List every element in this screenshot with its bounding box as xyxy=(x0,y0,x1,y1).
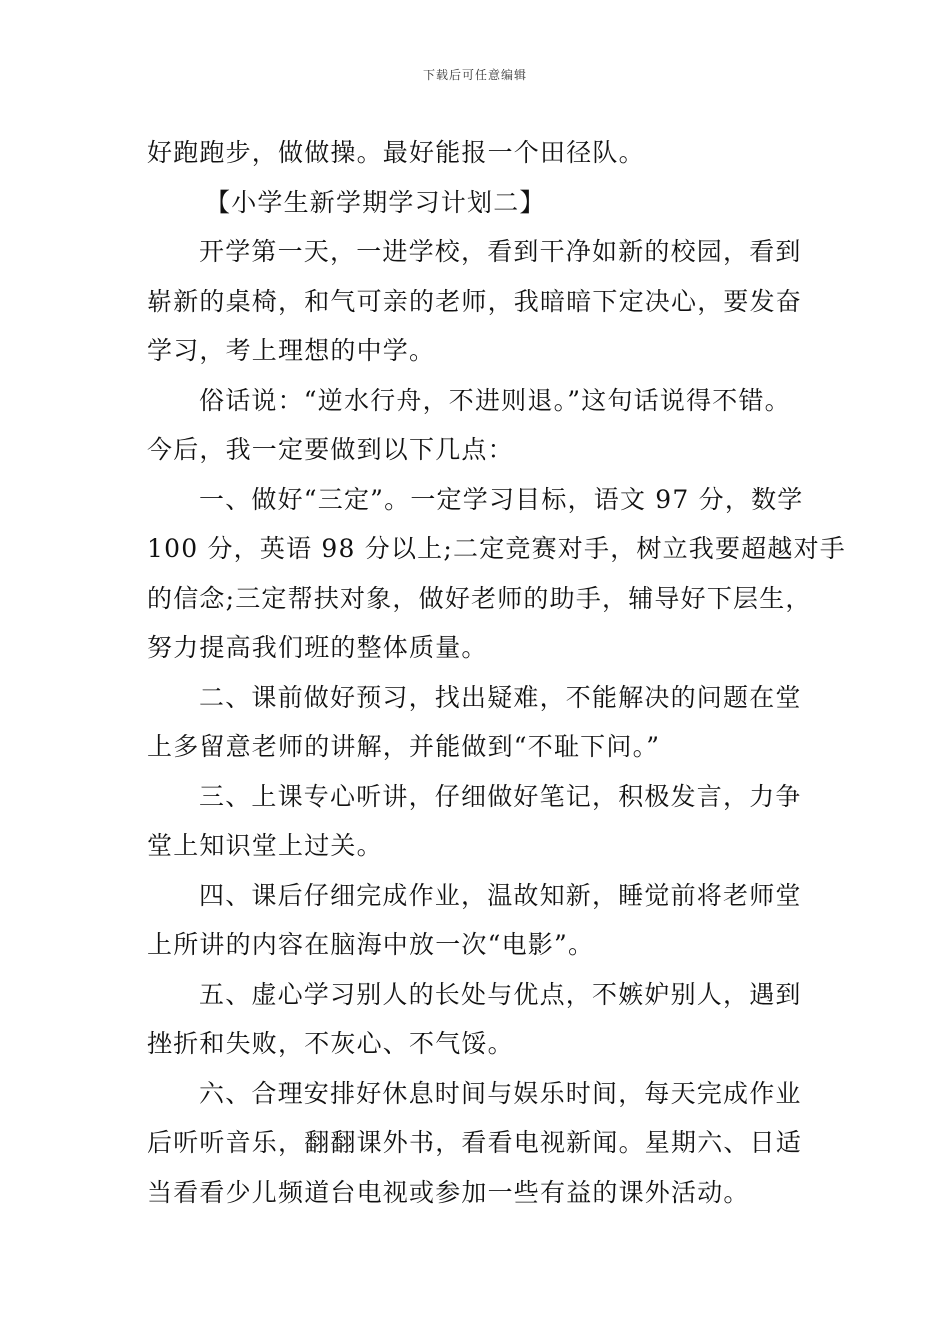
text-line: 努力提高我们班的整体质量。 xyxy=(147,633,488,662)
paragraph-start: 五、虚心学习别人的长处与优点，不嫉妒别人，遇到 xyxy=(199,979,802,1009)
document-body xyxy=(147,128,846,1217)
text-line: 后听听音乐，翻翻课外书，看看电视新闻。星期六、日适 xyxy=(147,1128,803,1157)
paragraph-start: 一、做好“三定”。一定学习目标，语文 97 分，数学 xyxy=(199,484,804,514)
paragraph-start: 俗话说：“逆水行舟，不进则退。”这句话说得不错。 xyxy=(199,385,791,415)
text-line: 上多留意老师的讲解，并能做到“不耻下问。” xyxy=(147,732,661,761)
paragraph-start: 开学第一天，一进学校，看到干净如新的校园，看到 xyxy=(199,237,802,266)
text-line: 学习，考上理想的中学。 xyxy=(147,336,436,365)
page-header: 下载后可任意编辑 xyxy=(422,68,527,82)
text-line: 今后，我一定要做到以下几点： xyxy=(147,435,514,464)
text-line: 当看看少儿频道台电视或参加一些有益的课外活动。 xyxy=(147,1177,750,1207)
paragraph-start: 三、上课专心听讲，仔细做好笔记，积极发言，力争 xyxy=(199,781,802,811)
text-line: 上所讲的内容在脑海中放一次“电影”。 xyxy=(147,930,595,959)
text-line: 的信念;三定帮扶对象，做好老师的助手，辅导好下层生， xyxy=(147,583,812,613)
text-line: 堂上知识堂上过关。 xyxy=(147,831,383,860)
paragraph-start: 六、合理安排好休息时间与娱乐时间，每天完成作业 xyxy=(199,1078,802,1108)
text-line: 挫折和失败，不灰心、不气馁。 xyxy=(147,1029,514,1058)
paragraph-start: 二、课前做好预习，找出疑难，不能解决的问题在堂 xyxy=(199,682,802,712)
paragraph-start: 四、课后仔细完成作业，温故知新，睡觉前将老师堂 xyxy=(199,880,802,910)
text-line: 100 分，英语 98 分以上;二定竞赛对手，树立我要超越对手 xyxy=(147,534,846,563)
section-heading: 【小学生新学期学习计划二】 xyxy=(205,187,546,217)
text-line: 崭新的桌椅，和气可亲的老师，我暗暗下定决心，要发奋 xyxy=(147,286,803,316)
text-line: 好跑跑步，做做操。最好能报一个田径队。 xyxy=(147,138,645,167)
